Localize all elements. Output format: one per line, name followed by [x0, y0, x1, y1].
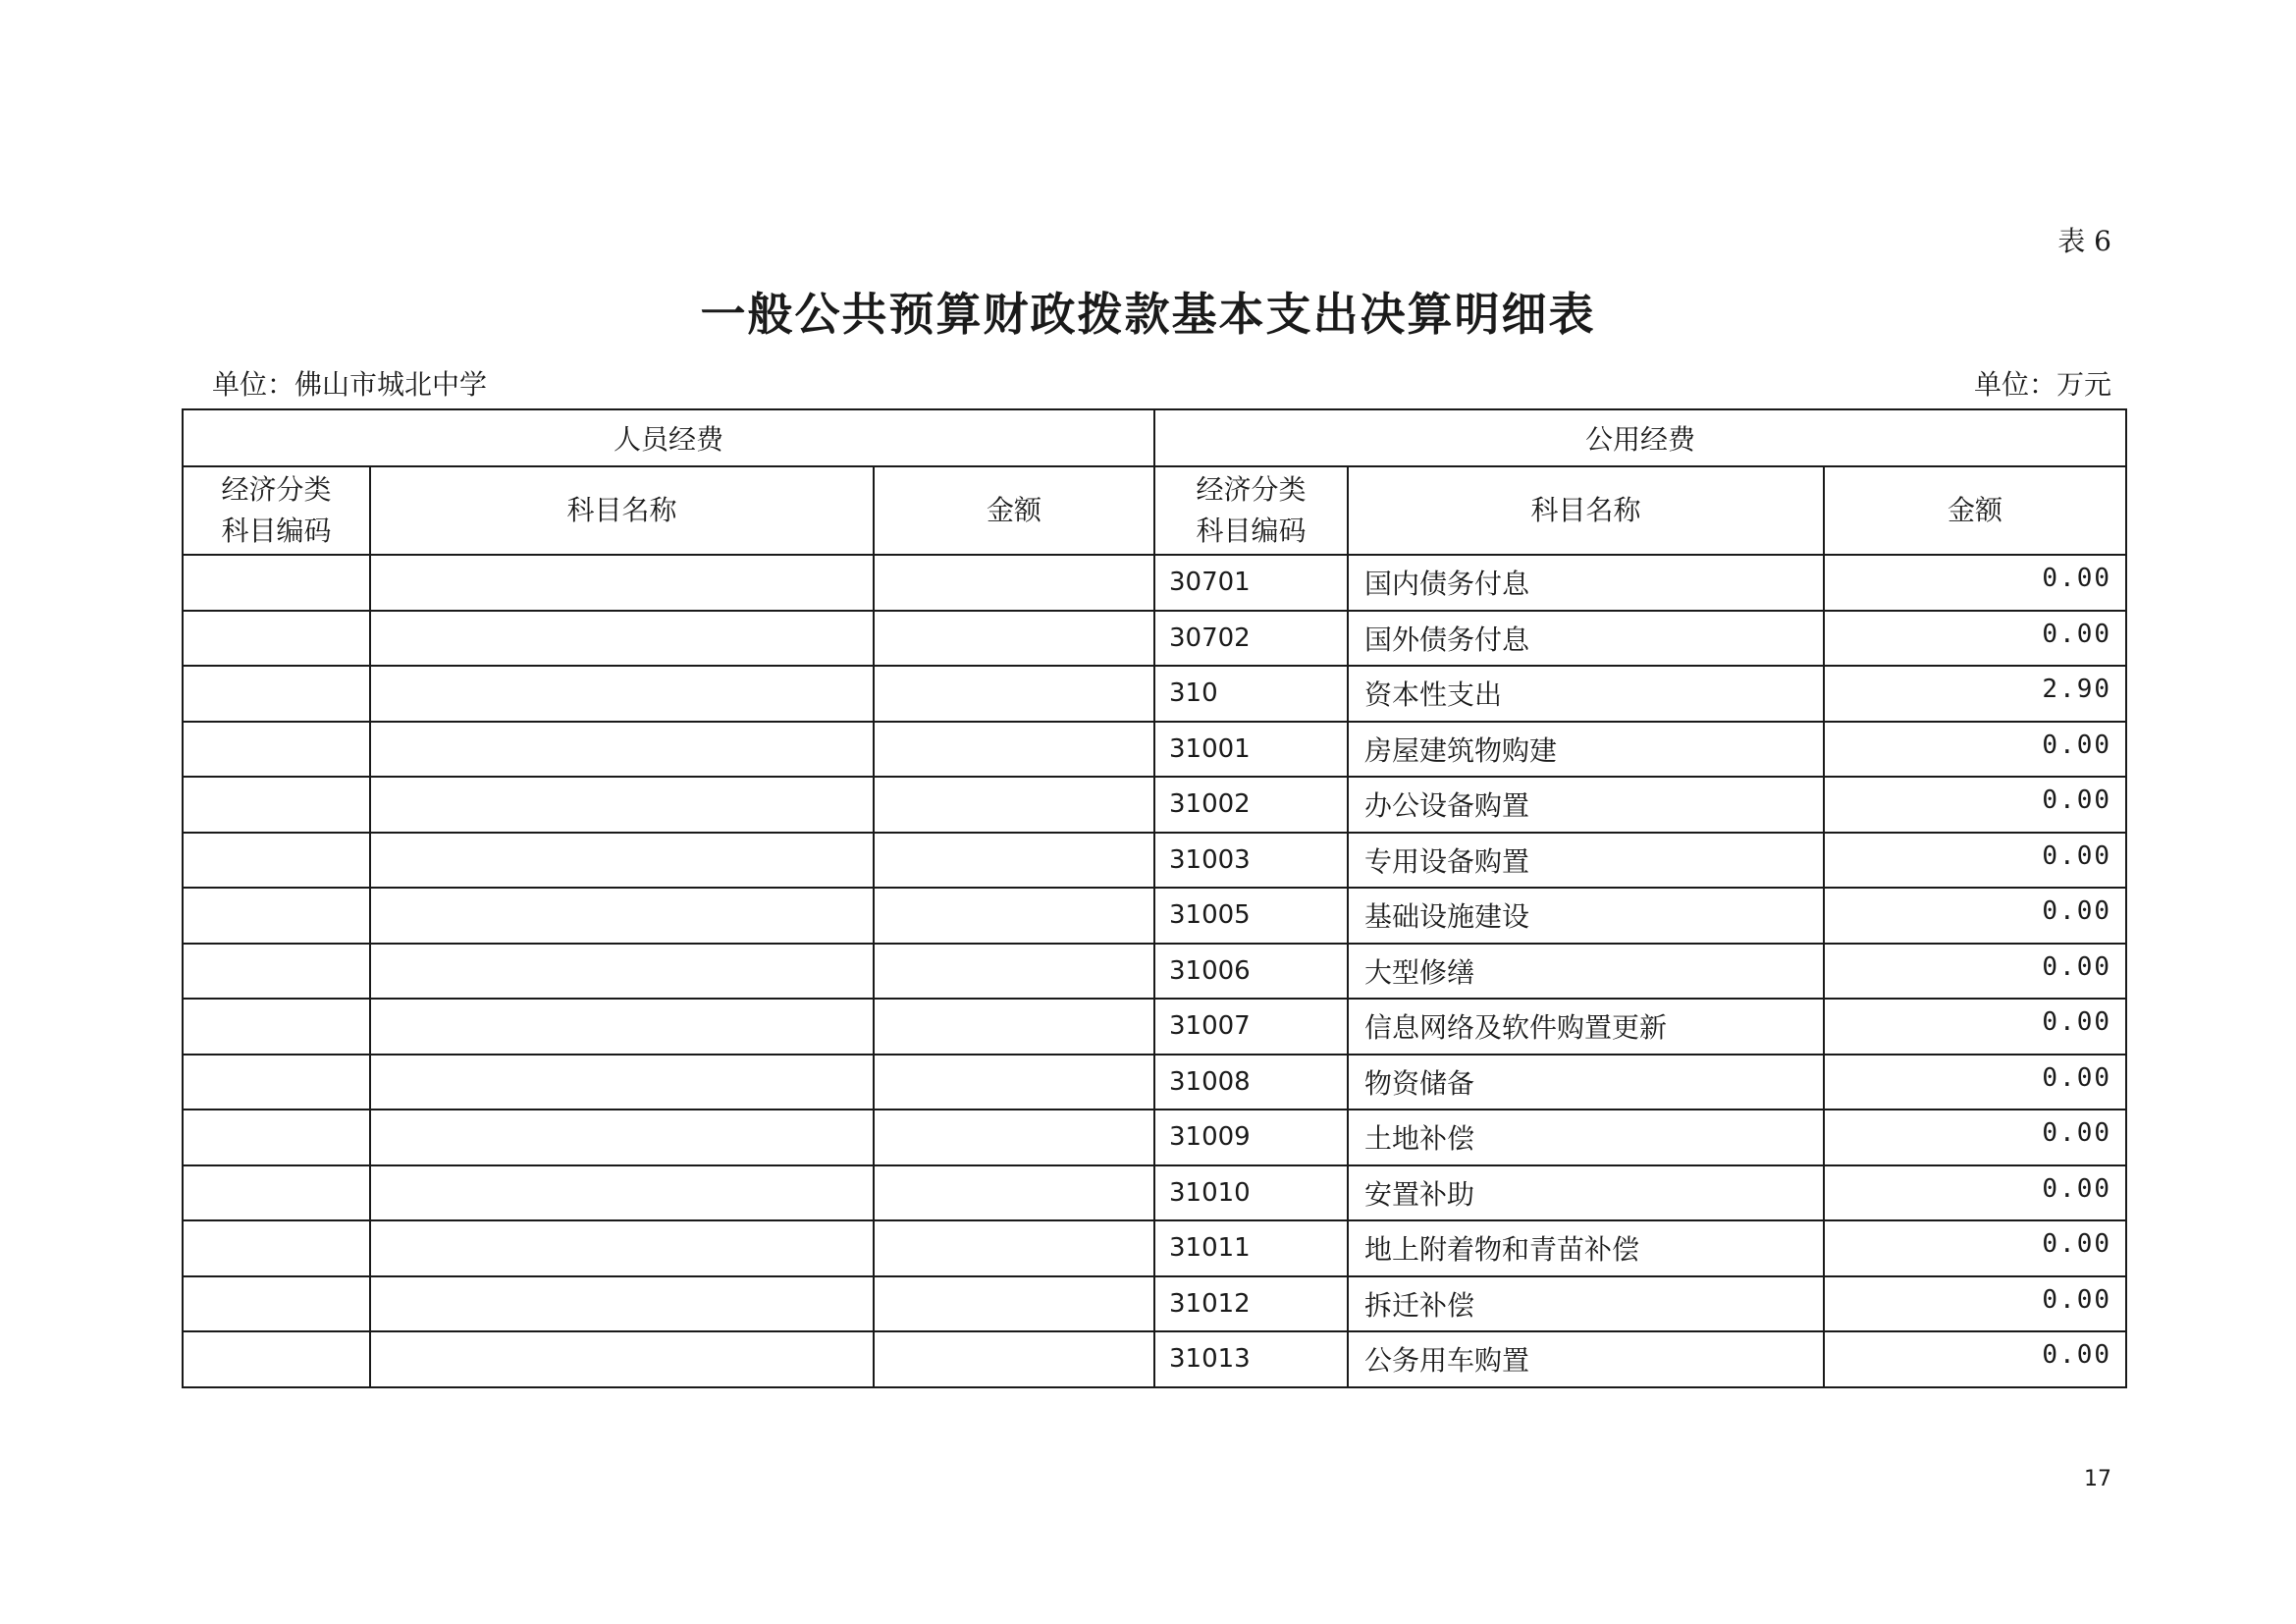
- public-amount-cell: 0.00: [1824, 722, 2126, 778]
- public-name-cell: 办公设备购置: [1348, 777, 1824, 833]
- public-amount-cell: 0.00: [1824, 555, 2126, 611]
- personnel-name-header: 科目名称: [370, 466, 874, 555]
- public-code-cell: 310: [1154, 666, 1348, 722]
- public-code-cell: 30702: [1154, 611, 1348, 667]
- page-title: 一般公共预算财政拨款基本支出决算明细表: [700, 288, 1596, 341]
- table-row: [183, 1055, 2126, 1110]
- personnel-name-cell: [370, 1276, 874, 1332]
- reporting-unit: 单位：佛山市城北中学: [212, 368, 488, 401]
- public-code-cell: 31001: [1154, 722, 1348, 778]
- public-code-cell: 31013: [1154, 1331, 1348, 1387]
- personnel-code-cell: [183, 888, 370, 944]
- group-personnel-header: 人员经费: [183, 409, 1154, 466]
- public-name-cell: 基础设施建设: [1348, 888, 1824, 944]
- public-name-cell: 地上附着物和青苗补偿: [1348, 1220, 1824, 1276]
- table-row: [183, 944, 2126, 1000]
- personnel-name-cell: [370, 1331, 874, 1387]
- table-row: [183, 888, 2126, 944]
- public-name-cell: 公务用车购置: [1348, 1331, 1824, 1387]
- personnel-code-cell: [183, 999, 370, 1055]
- personnel-name-cell: [370, 888, 874, 944]
- public-code-cell: 31010: [1154, 1165, 1348, 1221]
- personnel-amount-cell: [874, 1276, 1154, 1332]
- public-amount-cell: 0.00: [1824, 944, 2126, 1000]
- public-amount-cell: 2.90: [1824, 666, 2126, 722]
- personnel-name-cell: [370, 611, 874, 667]
- public-code-cell: 31009: [1154, 1110, 1348, 1165]
- personnel-code-cell: [183, 1110, 370, 1165]
- personnel-amount-cell: [874, 888, 1154, 944]
- public-code-cell: 31012: [1154, 1276, 1348, 1332]
- public-amount-cell: 0.00: [1824, 1110, 2126, 1165]
- public-amount-cell: 0.00: [1824, 1331, 2126, 1387]
- table-row: [183, 1165, 2126, 1221]
- public-name-cell: 物资储备: [1348, 1055, 1824, 1110]
- public-code-cell: 31007: [1154, 999, 1348, 1055]
- personnel-name-cell: [370, 666, 874, 722]
- page-number: 17: [2084, 1467, 2111, 1491]
- public-code-cell: 31002: [1154, 777, 1348, 833]
- personnel-amount-header: 金额: [874, 466, 1154, 555]
- public-name-cell: 国外债务付息: [1348, 611, 1824, 667]
- personnel-code-cell: [183, 1055, 370, 1110]
- personnel-code-cell: [183, 1276, 370, 1332]
- table-row: [183, 1276, 2126, 1332]
- public-amount-cell: 0.00: [1824, 888, 2126, 944]
- code-header-line1: 经济分类: [1196, 473, 1307, 506]
- public-name-cell: 拆迁补偿: [1348, 1276, 1824, 1332]
- public-name-cell: 房屋建筑物购建: [1348, 722, 1824, 778]
- table-row: [183, 555, 2126, 611]
- code-header-line2: 科目编码: [221, 514, 332, 547]
- personnel-code-header: [183, 466, 370, 555]
- public-amount-cell: 0.00: [1824, 833, 2126, 889]
- table-row: [183, 777, 2126, 833]
- personnel-name-cell: [370, 1110, 874, 1165]
- personnel-name-cell: [370, 722, 874, 778]
- personnel-name-cell: [370, 944, 874, 1000]
- public-amount-cell: 0.00: [1824, 999, 2126, 1055]
- personnel-amount-cell: [874, 1331, 1154, 1387]
- personnel-amount-cell: [874, 1165, 1154, 1221]
- public-code-cell: 31006: [1154, 944, 1348, 1000]
- public-code-cell: 31005: [1154, 888, 1348, 944]
- table-row: [183, 1331, 2126, 1387]
- personnel-name-cell: [370, 1055, 874, 1110]
- public-amount-cell: 0.00: [1824, 611, 2126, 667]
- personnel-name-cell: [370, 1220, 874, 1276]
- personnel-amount-cell: [874, 611, 1154, 667]
- public-name-cell: 专用设备购置: [1348, 833, 1824, 889]
- personnel-code-cell: [183, 944, 370, 1000]
- group-public-header: 公用经费: [1154, 409, 2126, 466]
- table-row: [183, 722, 2126, 778]
- public-amount-cell: 0.00: [1824, 1276, 2126, 1332]
- personnel-name-cell: [370, 777, 874, 833]
- personnel-name-cell: [370, 1165, 874, 1221]
- personnel-name-cell: [370, 999, 874, 1055]
- public-amount-cell: 0.00: [1824, 777, 2126, 833]
- public-code-cell: 31011: [1154, 1220, 1348, 1276]
- public-name-cell: 安置补助: [1348, 1165, 1824, 1221]
- personnel-amount-cell: [874, 833, 1154, 889]
- code-header-line2: 科目编码: [1196, 514, 1307, 547]
- personnel-code-cell: [183, 666, 370, 722]
- group-header-row: [183, 409, 2126, 466]
- personnel-code-cell: [183, 611, 370, 667]
- personnel-amount-cell: [874, 1055, 1154, 1110]
- public-name-cell: 土地补偿: [1348, 1110, 1824, 1165]
- column-header-row: [183, 466, 2126, 555]
- personnel-amount-cell: [874, 555, 1154, 611]
- personnel-code-cell: [183, 1331, 370, 1387]
- public-code-cell: 30701: [1154, 555, 1348, 611]
- personnel-amount-cell: [874, 777, 1154, 833]
- table-row: [183, 833, 2126, 889]
- code-header-line1: 经济分类: [221, 473, 332, 506]
- personnel-amount-cell: [874, 944, 1154, 1000]
- public-amount-cell: 0.00: [1824, 1165, 2126, 1221]
- personnel-code-cell: [183, 722, 370, 778]
- table-number: 表 6: [2057, 225, 2111, 257]
- public-amount-cell: 0.00: [1824, 1220, 2126, 1276]
- public-name-cell: 资本性支出: [1348, 666, 1824, 722]
- table-row: [183, 1220, 2126, 1276]
- personnel-code-cell: [183, 777, 370, 833]
- public-code-header: [1154, 466, 1348, 555]
- personnel-amount-cell: [874, 1110, 1154, 1165]
- personnel-code-cell: [183, 833, 370, 889]
- currency-unit: 单位：万元: [1973, 368, 2111, 401]
- public-name-cell: 国内债务付息: [1348, 555, 1824, 611]
- personnel-code-cell: [183, 555, 370, 611]
- table-row: [183, 611, 2126, 667]
- public-amount-cell: 0.00: [1824, 1055, 2126, 1110]
- personnel-amount-cell: [874, 999, 1154, 1055]
- personnel-amount-cell: [874, 1220, 1154, 1276]
- public-amount-header: 金额: [1824, 466, 2126, 555]
- personnel-code-cell: [183, 1165, 370, 1221]
- table-row: [183, 1110, 2126, 1165]
- public-code-cell: 31003: [1154, 833, 1348, 889]
- public-name-cell: 信息网络及软件购置更新: [1348, 999, 1824, 1055]
- personnel-code-cell: [183, 1220, 370, 1276]
- public-name-cell: 大型修缮: [1348, 944, 1824, 1000]
- personnel-name-cell: [370, 833, 874, 889]
- personnel-amount-cell: [874, 722, 1154, 778]
- expenditure-table: [182, 408, 2127, 1388]
- public-name-header: 科目名称: [1348, 466, 1824, 555]
- public-code-cell: 31008: [1154, 1055, 1348, 1110]
- personnel-amount-cell: [874, 666, 1154, 722]
- personnel-name-cell: [370, 555, 874, 611]
- table-row: [183, 666, 2126, 722]
- table-row: [183, 999, 2126, 1055]
